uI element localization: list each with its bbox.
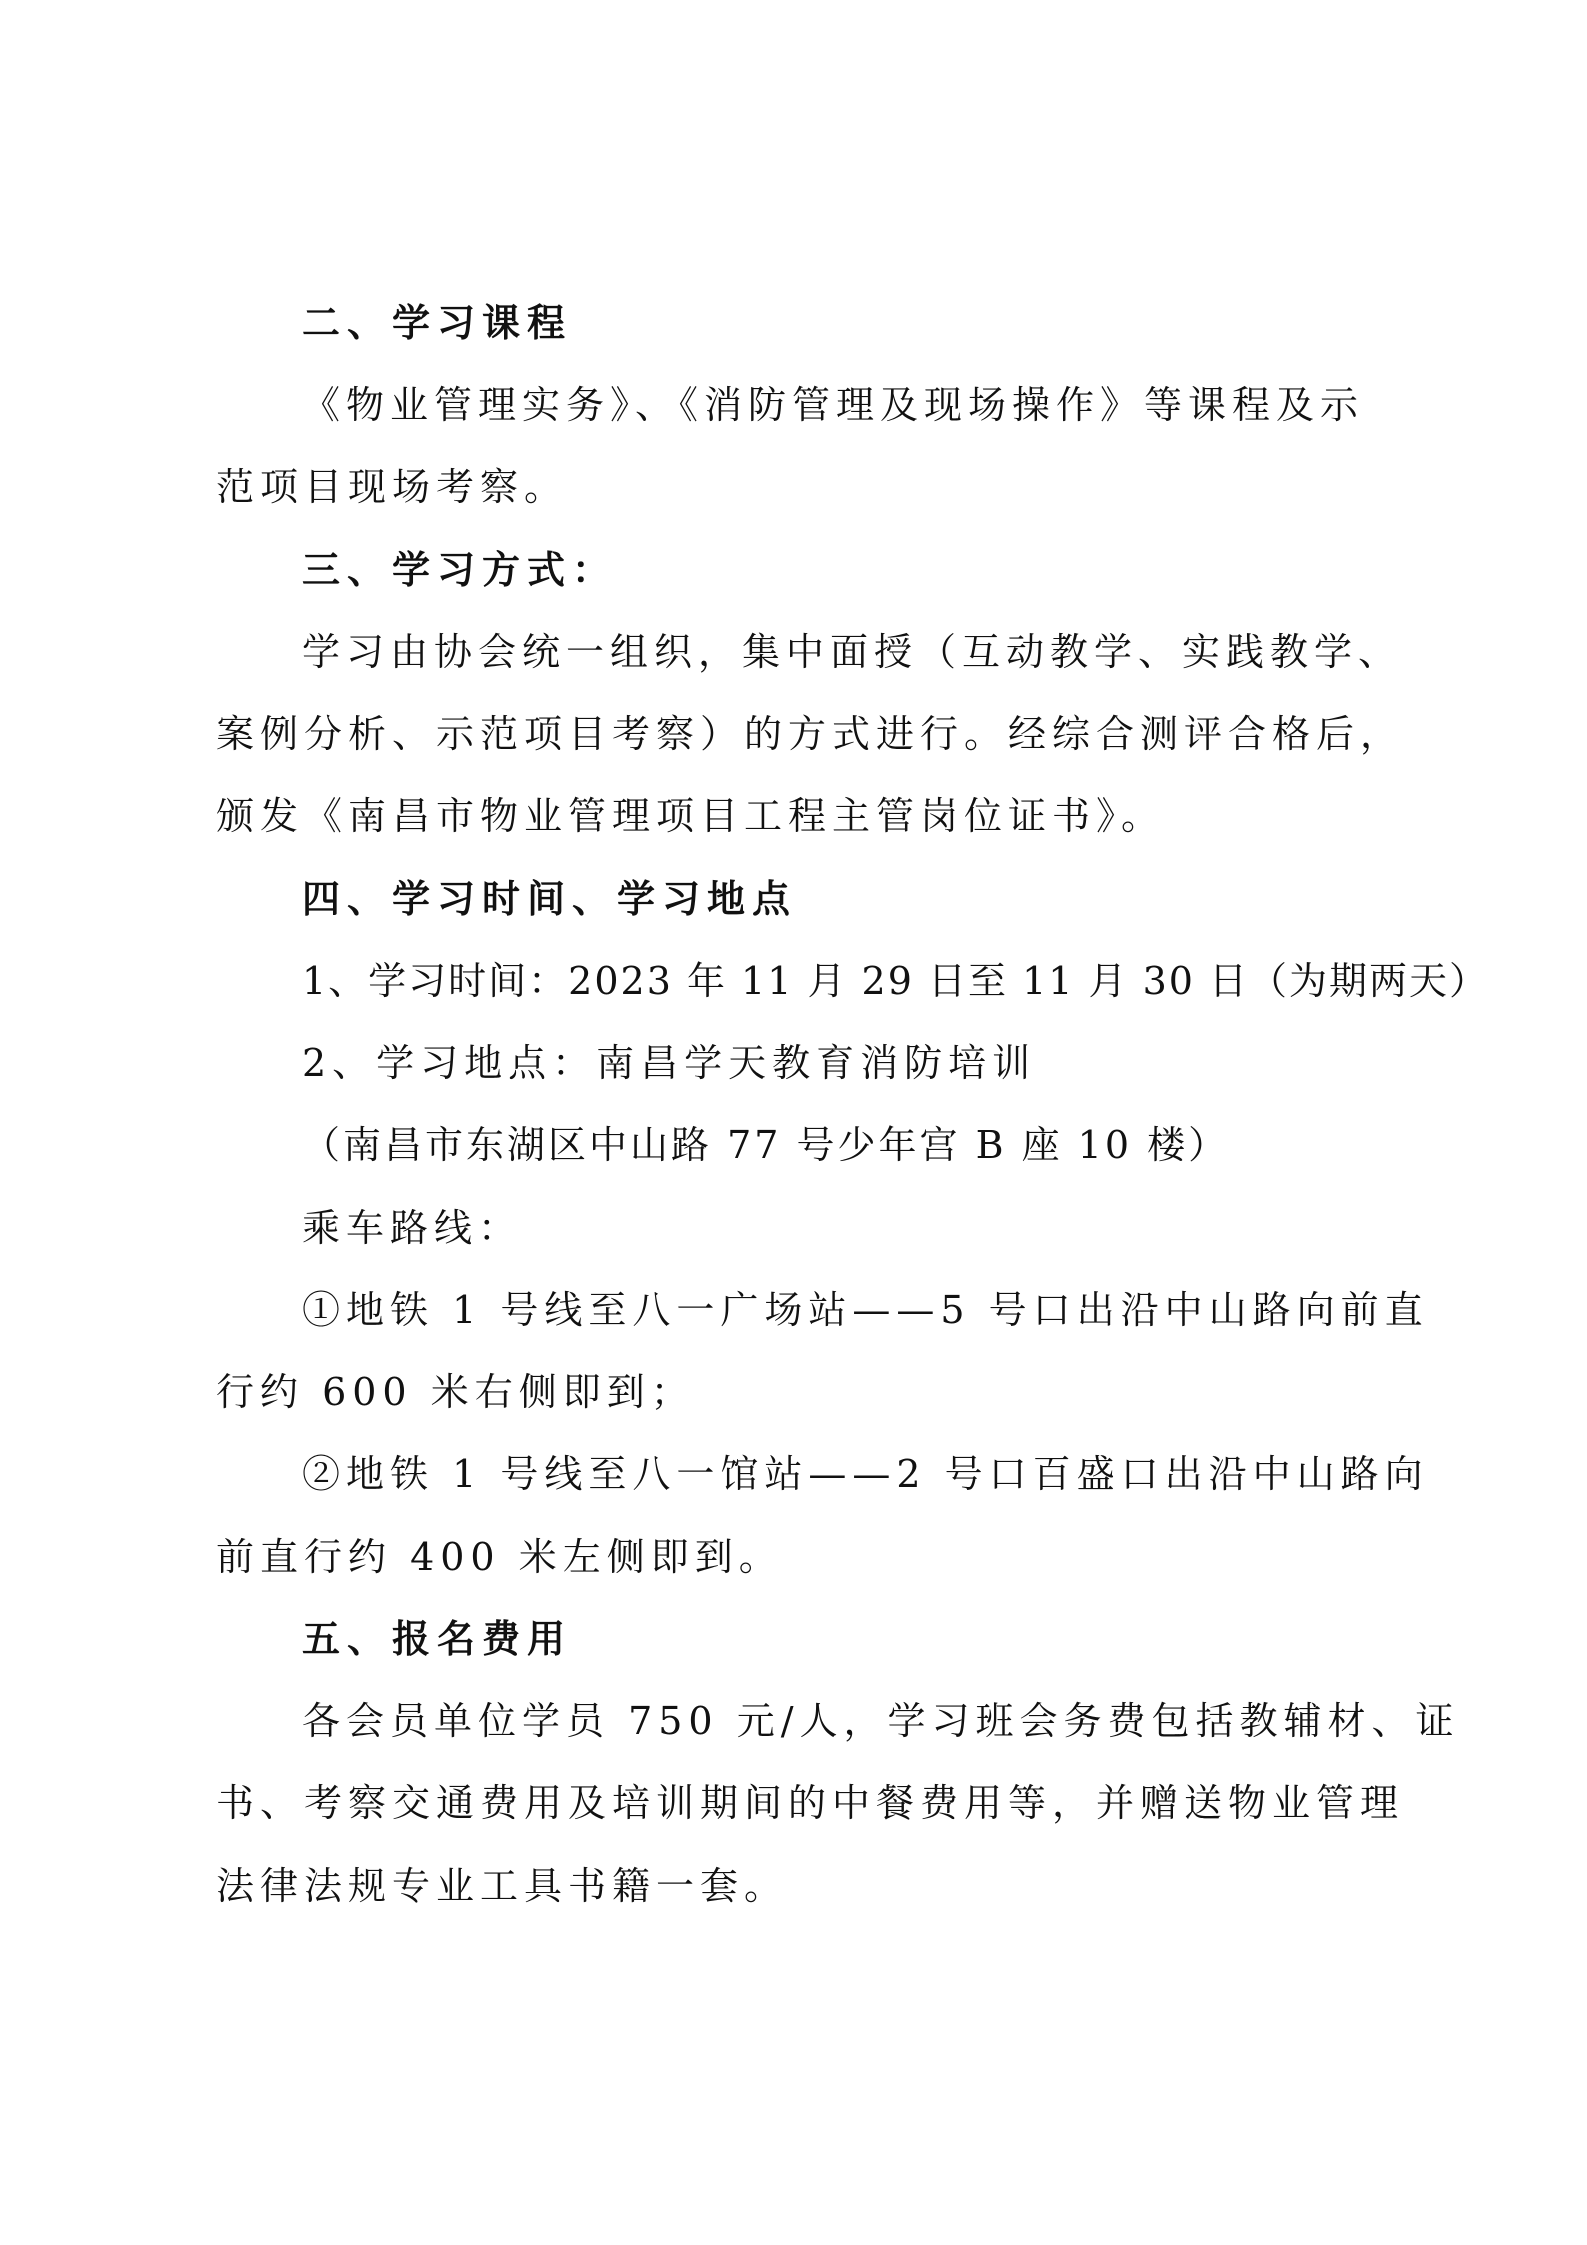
section-heading-courses: 二、学习课程 xyxy=(302,301,573,345)
route-label: 乘车路线： xyxy=(302,1206,523,1250)
route-2-line-1: ②地铁 1 号线至八一馆站——2 号口百盛口出沿中山路向 xyxy=(302,1452,1429,1496)
study-time-line: 1、学习时间：2023 年 11 月 29 日至 11 月 30 日（为期两天） xyxy=(302,959,1490,1003)
route-2-line-2: 前直行约 400 米左侧即到。 xyxy=(216,1535,783,1579)
courses-paragraph-line-1: 《物业管理实务》、《消防管理及现场操作》等课程及示 xyxy=(302,383,1365,427)
fees-paragraph-line-2: 书、考察交通费用及培训期间的中餐费用等，并赠送物业管理 xyxy=(216,1781,1405,1825)
study-address-line: （南昌市东湖区中山路 77 号少年宫 B 座 10 楼） xyxy=(302,1123,1230,1167)
method-paragraph-line-1: 学习由协会统一组织，集中面授（互动教学、实践教学、 xyxy=(302,630,1403,674)
method-paragraph-line-3: 颁发《南昌市物业管理项目工程主管岗位证书》。 xyxy=(216,794,1166,838)
fees-paragraph-line-3: 法律法规专业工具书籍一套。 xyxy=(216,1864,789,1908)
method-paragraph-line-2: 案例分析、示范项目考察）的方式进行。经综合测评合格后， xyxy=(216,712,1405,756)
route-1-line-1: ①地铁 1 号线至八一广场站——5 号口出沿中山路向前直 xyxy=(302,1288,1429,1332)
study-place-line: 2、学习地点：南昌学天教育消防培训 xyxy=(302,1041,1037,1085)
section-heading-method: 三、学习方式： xyxy=(302,548,618,592)
section-heading-time-place: 四、学习时间、学习地点 xyxy=(302,877,798,921)
route-1-line-2: 行约 600 米右侧即到； xyxy=(216,1370,695,1414)
fees-paragraph-line-1: 各会员单位学员 750 元/人，学习班会务费包括教辅材、证 xyxy=(302,1699,1460,1743)
section-heading-fees: 五、报名费用 xyxy=(302,1617,573,1661)
courses-paragraph-line-2: 范项目现场考察。 xyxy=(216,465,569,509)
